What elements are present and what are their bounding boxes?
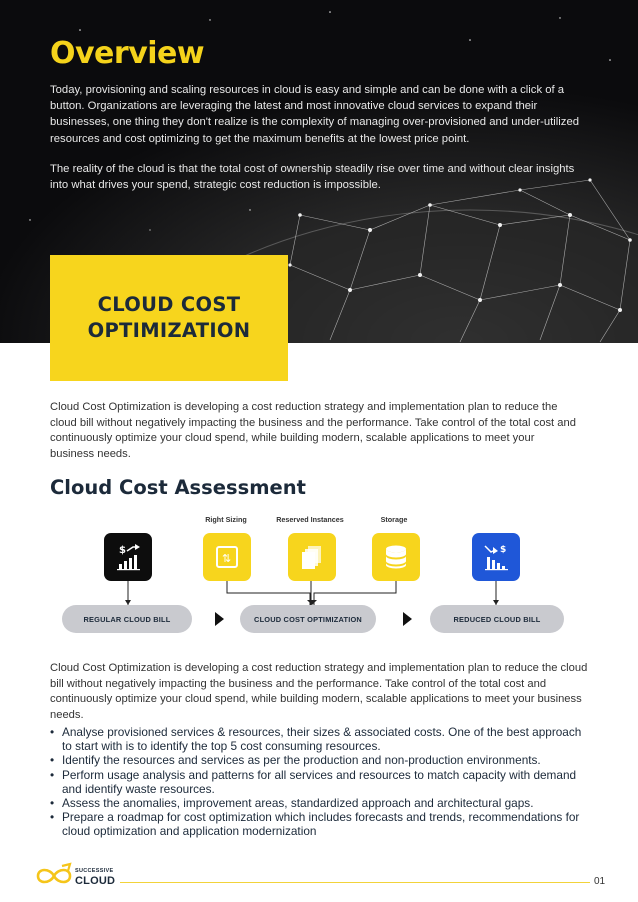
reserved-instances-tile (288, 533, 336, 581)
svg-text:$: $ (500, 545, 507, 555)
regular-bill-tile (104, 533, 152, 581)
overview-paragraph-1: Today, provisioning and scaling resources in cloud is easy and simple and can be done with a click of a button. Organizations are leveraging the latest and most innovative cloud services to expand their businesses, one thing they don't realize is the complexity of managing over-provisioned and under-utilized resources and cost optimizing to get the maximum benefits at the lowest price point. (50, 84, 580, 145)
svg-text:⇅: ⇅ (222, 552, 232, 565)
brand-name-top: SUCCESSIVE (75, 868, 114, 874)
documents-stack-icon (298, 543, 326, 571)
section-title: Cloud Cost Assessment (50, 476, 306, 499)
cloud-cost-optimization-pill: CLOUD COST OPTIMIZATION (240, 605, 376, 633)
label-reserved-instances: Reserved Instances (276, 515, 344, 524)
database-icon (382, 543, 410, 571)
reduced-bill-tile (472, 533, 520, 581)
footer-divider (120, 882, 590, 883)
storage-tile (372, 533, 420, 581)
overview-paragraph-2: The reality of the cloud is that the total cost of ownership steadily rise over time and without clear insights into what drives your spend, strategic cost reduction is impossible. (50, 163, 575, 192)
reduced-cloud-bill-pill: REDUCED CLOUD BILL (430, 605, 564, 633)
resize-icon (213, 543, 241, 571)
brand-name-bottom: CLOUD (75, 875, 116, 887)
callout-line-1: CLOUD COST (97, 293, 241, 316)
bullet-list (50, 725, 590, 839)
list-item: • Identify the resources and services as per the production and non-production environments. (50, 753, 590, 767)
dollar-growth-chart-icon (113, 542, 143, 572)
intro-paragraph: Cloud Cost Optimization is developing a cost reduction strategy and implementation plan to reduce the cloud bill without negatively impacting the business and the performance. Take control of the total cost and continuously optimize your cloud spend, while building modern, scalable applications to meet your business needs. (50, 401, 576, 460)
list-item: • Analyse provisioned services & resources, their sizes & associated costs. One of the best approach to start with is to identify the top 5 cost consuming resources. (50, 725, 590, 753)
list-item: • Perform usage analysis and patterns for all services and resources to match capacity with demand and identify waste resources. (50, 768, 590, 796)
regular-cloud-bill-pill: REGULAR CLOUD BILL (62, 605, 192, 633)
flow-arrow-icon (215, 612, 224, 626)
label-right-sizing: Right Sizing (205, 515, 247, 524)
body-paragraph: Cloud Cost Optimization is developing a cost reduction strategy and implementation plan to reduce the cloud bill without negatively impacting the business and the performance. Take control of the total cost and continuously optimize your cloud spend, while building modern, scalable applications to meet your business needs. (50, 662, 588, 721)
right-sizing-tile (203, 533, 251, 581)
dollar-decline-chart-icon (481, 542, 511, 572)
page-number: 01 (594, 876, 606, 887)
svg-text:$: $ (119, 545, 126, 556)
label-storage: Storage (380, 515, 408, 524)
callout-line-2: OPTIMIZATION (87, 319, 251, 342)
flow-arrow-icon (403, 612, 412, 626)
list-item: • Prepare a roadmap for cost optimization which includes forecasts and trends, recommendations for cloud optimization and application modernization (50, 810, 590, 838)
page-title: Overview (50, 36, 205, 71)
list-item: • Assess the anomalies, improvement areas, standardized approach and architectural gaps. (50, 796, 590, 810)
